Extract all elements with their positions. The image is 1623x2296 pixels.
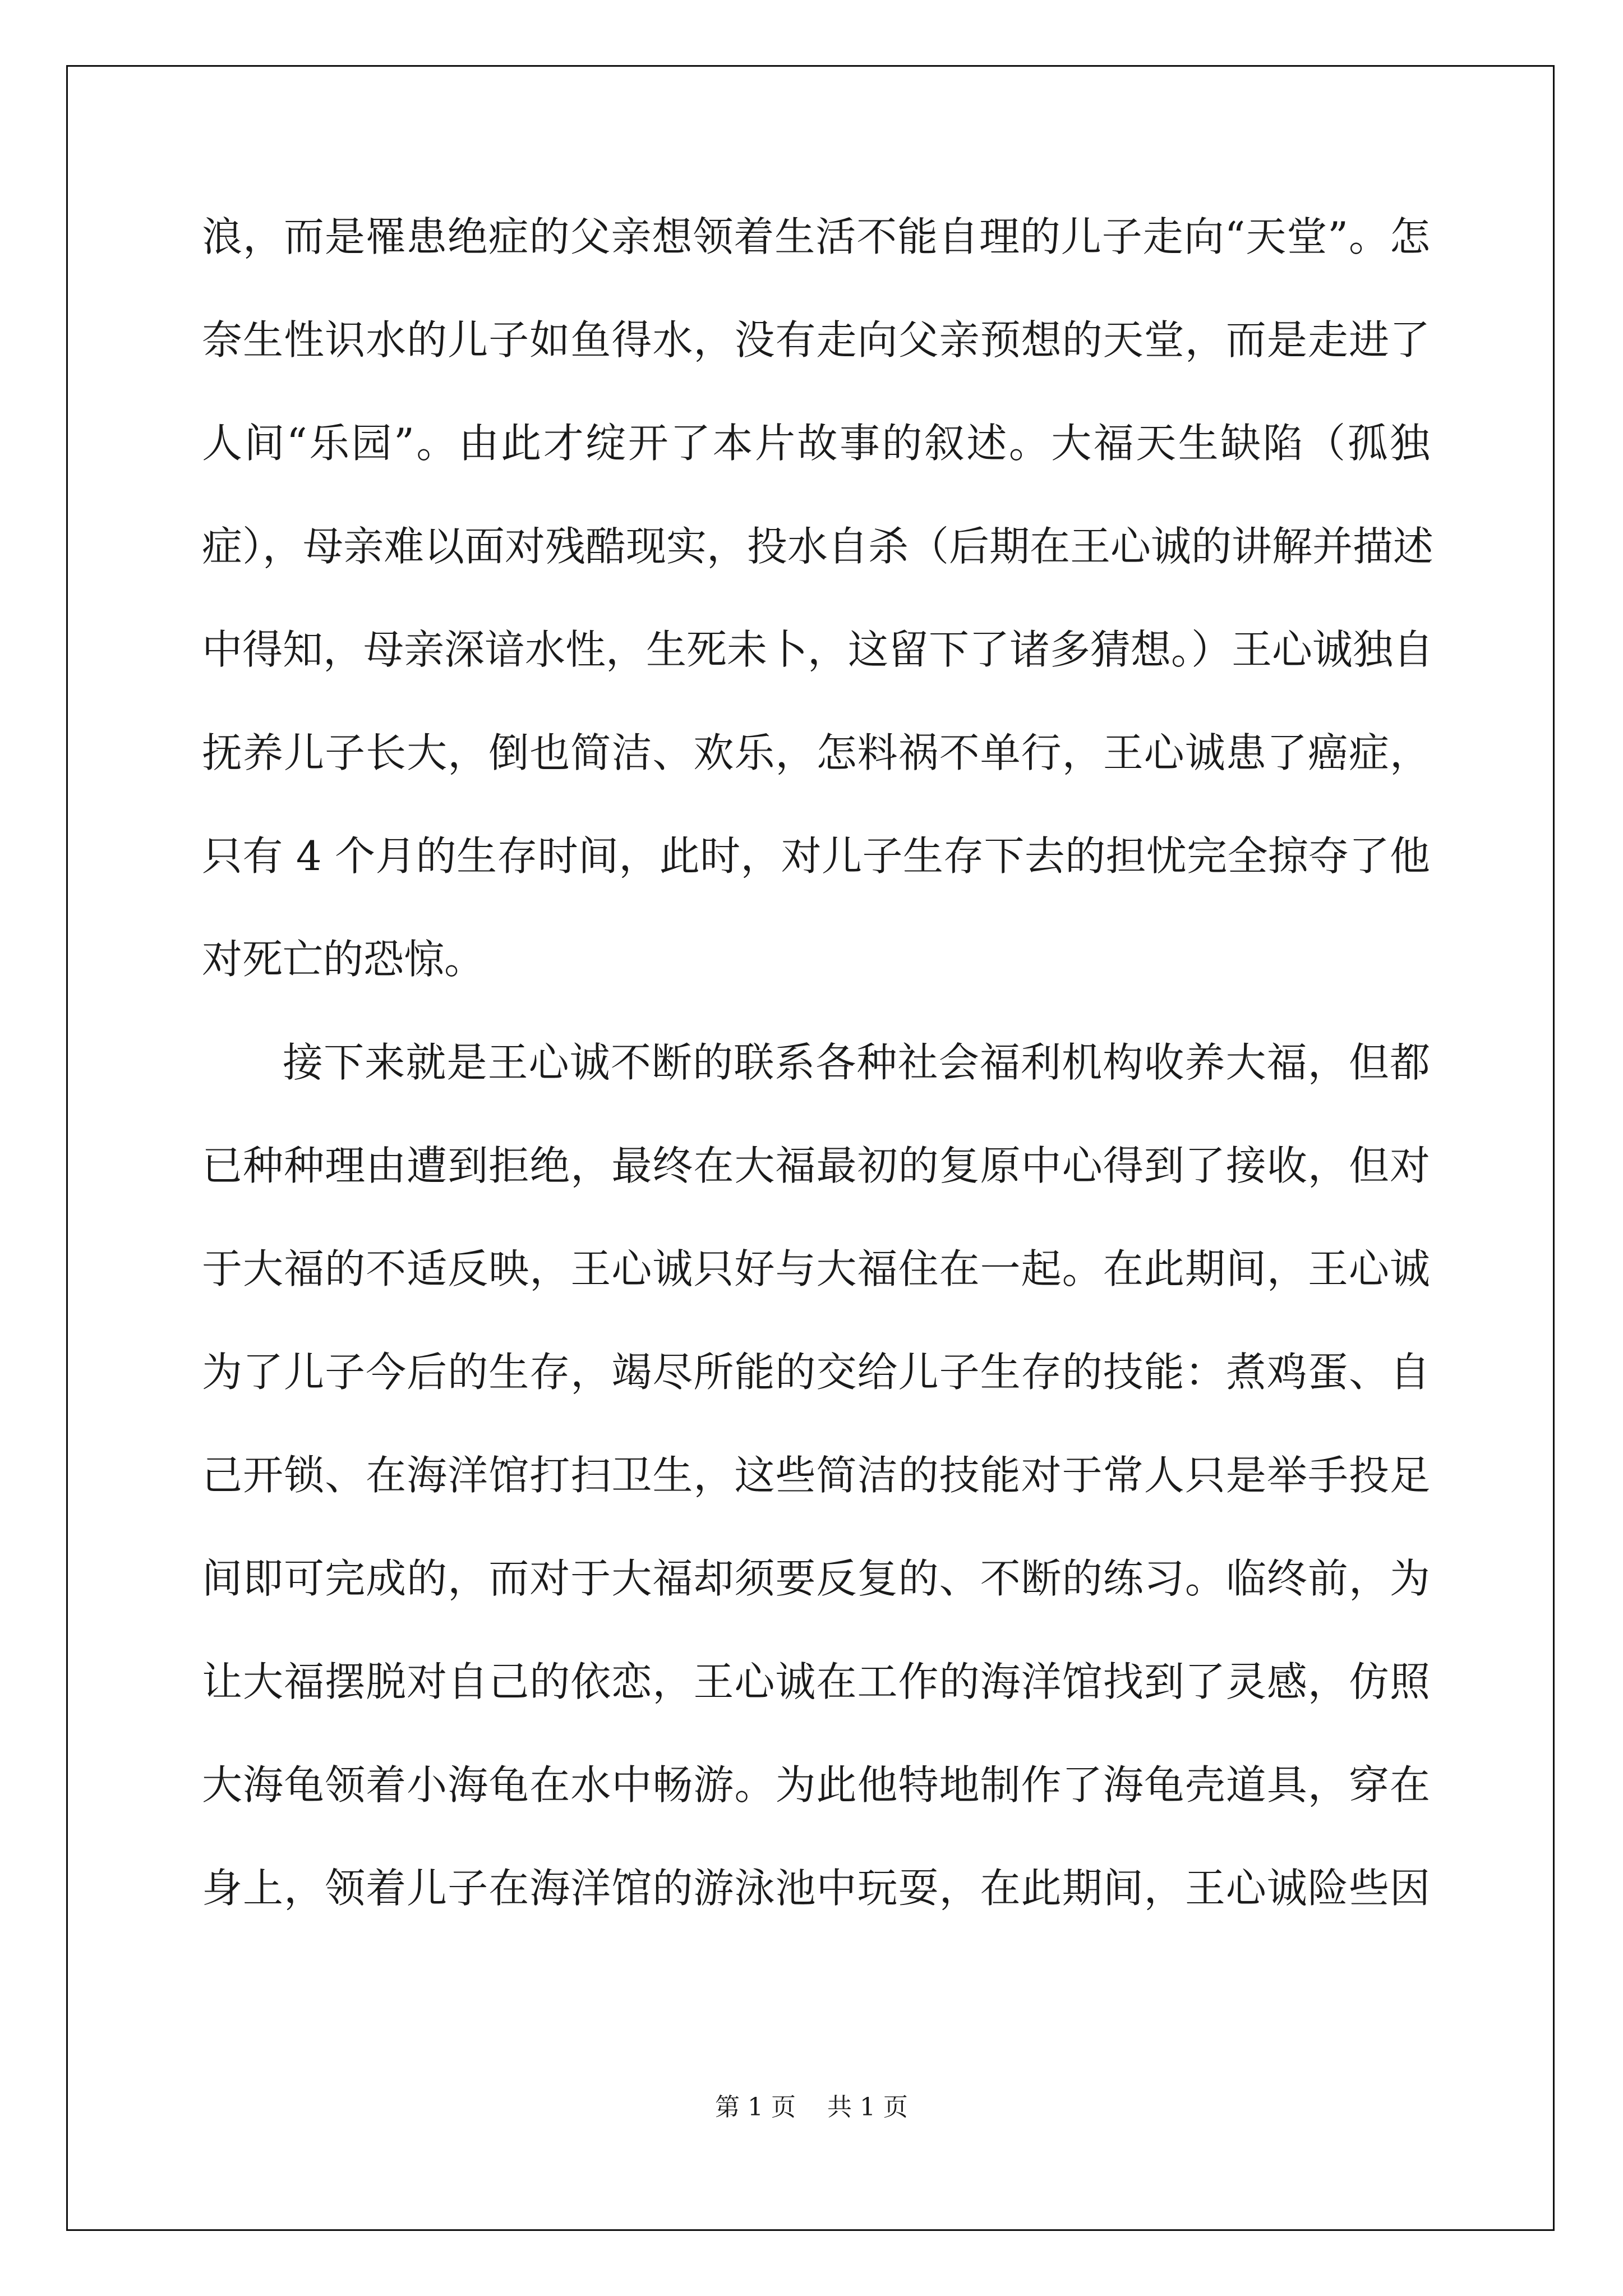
text-line: 浪，而是罹患绝症的父亲想领着生活不能自理的儿子走向“天堂”。怎	[202, 213, 1430, 260]
text-line: 对死亡的恐惊。	[202, 936, 485, 983]
text-line: 间即可完成的，而对于大福却须要反复的、不断的练习。临终前，为	[202, 1555, 1430, 1602]
page-number: 第 1 页	[715, 2093, 796, 2122]
text-line: 人间“乐园”。由此才绽开了本片故事的叙述。大福天生缺陷（孤独	[202, 420, 1430, 467]
text-line: 为了儿子今后的生存，竭尽所能的交给儿子生存的技能：煮鸡蛋、自	[202, 1349, 1430, 1396]
text-line: 已种种理由遭到拒绝，最终在大福最初的复原中心得到了接收，但对	[202, 1142, 1430, 1189]
text-line: 己开锁、在海洋馆打扫卫生，这些简洁的技能对于常人只是举手投足	[202, 1452, 1430, 1499]
text-line: 大海龟领着小海龟在水中畅游。为此他特地制作了海龟壳道具，穿在	[202, 1761, 1430, 1809]
page-total: 共 1 页	[827, 2093, 908, 2122]
text-line: 中得知，母亲深谙水性，生死未卜，这留下了诸多猜想。）王心诚独自	[202, 626, 1434, 673]
text-line: 身上，领着儿子在海洋馆的游泳池中玩耍，在此期间，王心诚险些因	[202, 1865, 1430, 1912]
text-line: 奈生性识水的儿子如鱼得水，没有走向父亲预想的天堂，而是走进了	[202, 316, 1430, 364]
text-line: 抚养儿子长大，倒也简洁、欢乐，怎料祸不单行，王心诚患了癌症，	[202, 729, 1430, 776]
text-line: 症），母亲难以面对残酷现实，投水自杀（后期在王心诚的讲解并描述	[202, 523, 1434, 570]
page-footer	[0, 2091, 1623, 2124]
text-line: 让大福摆脱对自己的依恋，王心诚在工作的海洋馆找到了灵感，仿照	[202, 1658, 1430, 1705]
text-line: 只有 4 个月的生存时间，此时，对儿子生存下去的担忧完全掠夺了他	[202, 832, 1430, 880]
text-line: 于大福的不适反映，王心诚只好与大福住在一起。在此期间，王心诚	[202, 1245, 1430, 1292]
text-line: 接下来就是王心诚不断的联系各种社会福利机构收养大福，但都	[283, 1039, 1430, 1086]
